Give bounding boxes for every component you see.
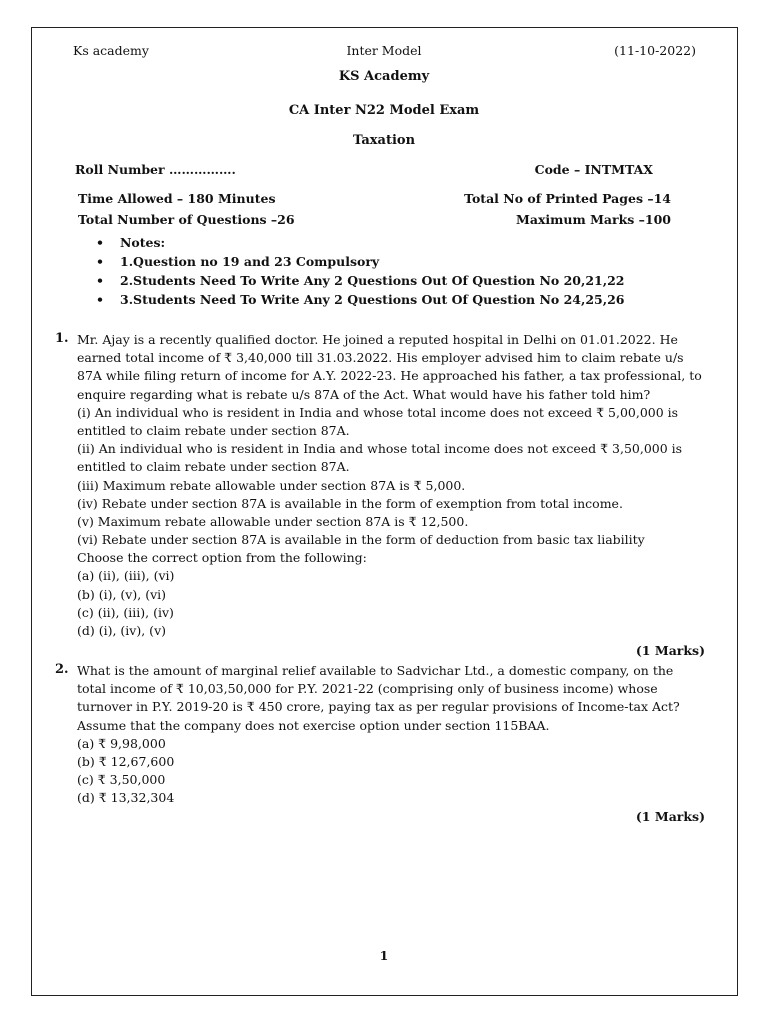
question-line: Mr. Ajay is a recently qualified doctor. He joined a reputed hospital in Delhi on 01.01.2022. He: [77, 332, 678, 347]
marks-label: (1 Marks): [635, 643, 705, 658]
question-2: [55, 662, 705, 832]
question-line: Assume that the company does not exercise option under section 115BAA.: [77, 717, 550, 733]
statement-line: (vi) Rebate under section 87A is available in the form of deduction from basic tax liability: [77, 532, 645, 548]
question-line: earned total income of ₹ 3,40,000 till 31.03.2022. His employer advised him to claim rebate u/s: [77, 350, 684, 366]
note-item: • 1.Question no 19 and 23 Compulsory: [96, 252, 625, 271]
marks-label: (1 Marks): [635, 809, 705, 824]
maximum-marks: Maximum Marks –100: [516, 212, 671, 227]
time-allowed: Time Allowed – 180 Minutes: [78, 191, 276, 206]
exam-title: CA Inter N22 Model Exam: [288, 103, 480, 118]
subject-title: Taxation: [352, 133, 416, 148]
exam-code: Code – INTMTAX: [534, 162, 653, 177]
academy-title: KS Academy: [338, 69, 430, 84]
answer-option: (c) ₹ 3,50,000: [77, 772, 166, 788]
roll-number: Roll Number …………….: [75, 162, 236, 177]
question-text: [77, 331, 702, 640]
statement-line: entitled to claim rebate under section 87A.: [77, 459, 350, 475]
question-line: What is the amount of marginal relief available to Sadvichar Ltd., a domestic company, on the: [77, 663, 674, 678]
statement-line: (iv) Rebate under section 87A is available in the form of exemption from total income.: [77, 495, 623, 511]
statement-line: (iii) Maximum rebate allowable under section 87A is ₹ 5,000.: [77, 477, 466, 493]
statement-line: (i) An individual who is resident in India and whose total income does not exceed ₹ 5,00,000 is: [77, 404, 679, 420]
answer-option: (d) ₹ 13,32,304: [77, 790, 175, 806]
notes-heading: • Notes:: [96, 233, 625, 252]
question-number: 1.: [55, 331, 69, 346]
total-questions: Total Number of Questions –26: [78, 212, 295, 227]
question-line: enquire regarding what is rebate u/s 87A of the Act. What would have his father told him?: [77, 386, 651, 402]
answer-option: (a) ₹ 9,98,000: [77, 735, 166, 751]
question-1: [55, 331, 705, 661]
statement-line: (v) Maximum rebate allowable under section 87A is ₹ 12,500.: [77, 513, 469, 529]
answer-option: (a) (ii), (iii), (vi): [77, 568, 175, 584]
question-line: turnover in P.Y. 2019-20 is ₹ 450 crore, paying tax as per regular provisions of Income-tax Act?: [77, 699, 680, 715]
question-number: 2.: [55, 662, 69, 677]
question-line: 87A while filing return of income for A.Y. 2022-23. He approached his father, a tax professional, to: [77, 368, 702, 384]
instruction-line: Choose the correct option from the following:: [77, 550, 367, 566]
notes-list: [96, 233, 625, 309]
answer-option: (c) (ii), (iii), (iv): [77, 604, 174, 620]
note-item: • 3.Students Need To Write Any 2 Questions Out Of Question No 24,25,26: [96, 290, 625, 309]
question-line: total income of ₹ 10,03,50,000 for P.Y. 2021-22 (comprising only of business income) whose: [77, 681, 658, 697]
header-date: (11-10-2022): [614, 43, 696, 58]
page-number: 1: [379, 948, 389, 963]
printed-pages: Total No of Printed Pages –14: [464, 191, 671, 206]
statement-line: entitled to claim rebate under section 87A.: [77, 422, 350, 438]
statement-line: (ii) An individual who is resident in India and whose total income does not exceed ₹ 3,50,000 is: [77, 441, 683, 457]
question-text: [77, 662, 680, 808]
header-left: Ks academy: [73, 43, 149, 58]
header-center: Inter Model: [346, 43, 422, 58]
answer-option: (b) ₹ 12,67,600: [77, 753, 175, 769]
answer-option: (d) (i), (iv), (v): [77, 623, 167, 638]
note-item: • 2.Students Need To Write Any 2 Questions Out Of Question No 20,21,22: [96, 271, 625, 290]
answer-option: (b) (i), (v), (vi): [77, 586, 167, 602]
